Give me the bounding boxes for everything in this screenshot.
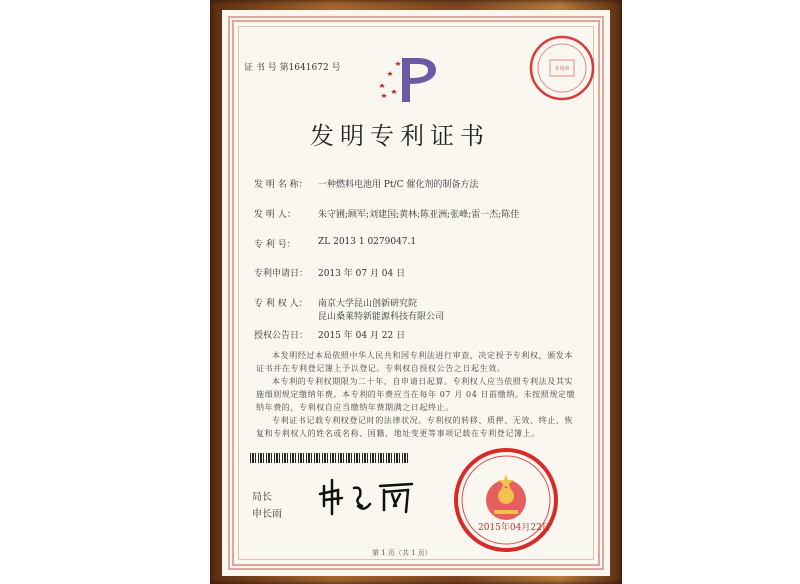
patent-number-label: 专 利 号：: [254, 240, 296, 250]
grant-date: 2015 年 04 月 22 日: [318, 331, 406, 341]
body-paragraph-3: 专利证书记载专利权登记时的法律状况。专利权的转移、质押、无效、终止、恢复和专利权人的姓名或名称、国籍、地址变更等事项记载在专利登记簿上。: [256, 416, 573, 438]
invention-name: 一种燃料电池用 Pt/C 催化剂的制备方法: [318, 180, 479, 190]
patentee-2: 昆山桑莱特新能源科技有限公司: [318, 312, 445, 322]
patentee-1: 南京大学昆山创新研究院: [318, 299, 418, 309]
official-seal-icon: [452, 446, 560, 554]
filing-date-label: 专利申请日：: [254, 269, 309, 279]
invention-name-label: 发 明 名 称：: [254, 180, 308, 190]
signature-icon: [318, 476, 418, 516]
certificate-number: 证 书 号 第1641672 号: [244, 63, 341, 73]
seal-date: 2015年04月22日: [478, 523, 551, 533]
certificate-title: 发明专利证书: [310, 122, 490, 150]
patentee-label: 专 利 权 人：: [254, 299, 308, 309]
filing-date: 2013 年 07 月 04 日: [318, 269, 406, 279]
top-right-seal-icon: [528, 34, 596, 102]
body-paragraph-2: 本专利的专利权期限为二十年，自申请日起算。专利权人应当依照专利法及其实施细则规定缴纳年费。本专利的年费应当在每年 07 月 04 日前缴纳。未按照规定缴纳年费的，专利权自应当缴纳年费期满之日起终止。: [256, 377, 576, 412]
patent-number: ZL 2013 1 0279047.1: [318, 237, 417, 247]
page-footer: 第 1 页（共 1 页）: [372, 549, 432, 557]
inventors-label: 发 明 人：: [254, 210, 296, 220]
grant-date-label: 授权公告日：: [254, 331, 309, 341]
body-paragraph-1: 本发明经过本局依照中华人民共和国专利法进行审查，决定授予专利权，颁发本证书并在专利登记簿上予以登记。专利权自授权公告之日起生效。: [256, 351, 573, 373]
barcode: [250, 453, 410, 463]
svg-text:专用章: 专用章: [554, 66, 570, 72]
inventors: 朱守圃;顾军;刘建国;黄林;陈亚洲;张峰;雷一杰;陈佳: [318, 210, 520, 220]
director-name: 申长雨: [252, 509, 282, 520]
director-title: 局长: [252, 492, 272, 503]
sipo-logo-icon: [372, 52, 442, 104]
